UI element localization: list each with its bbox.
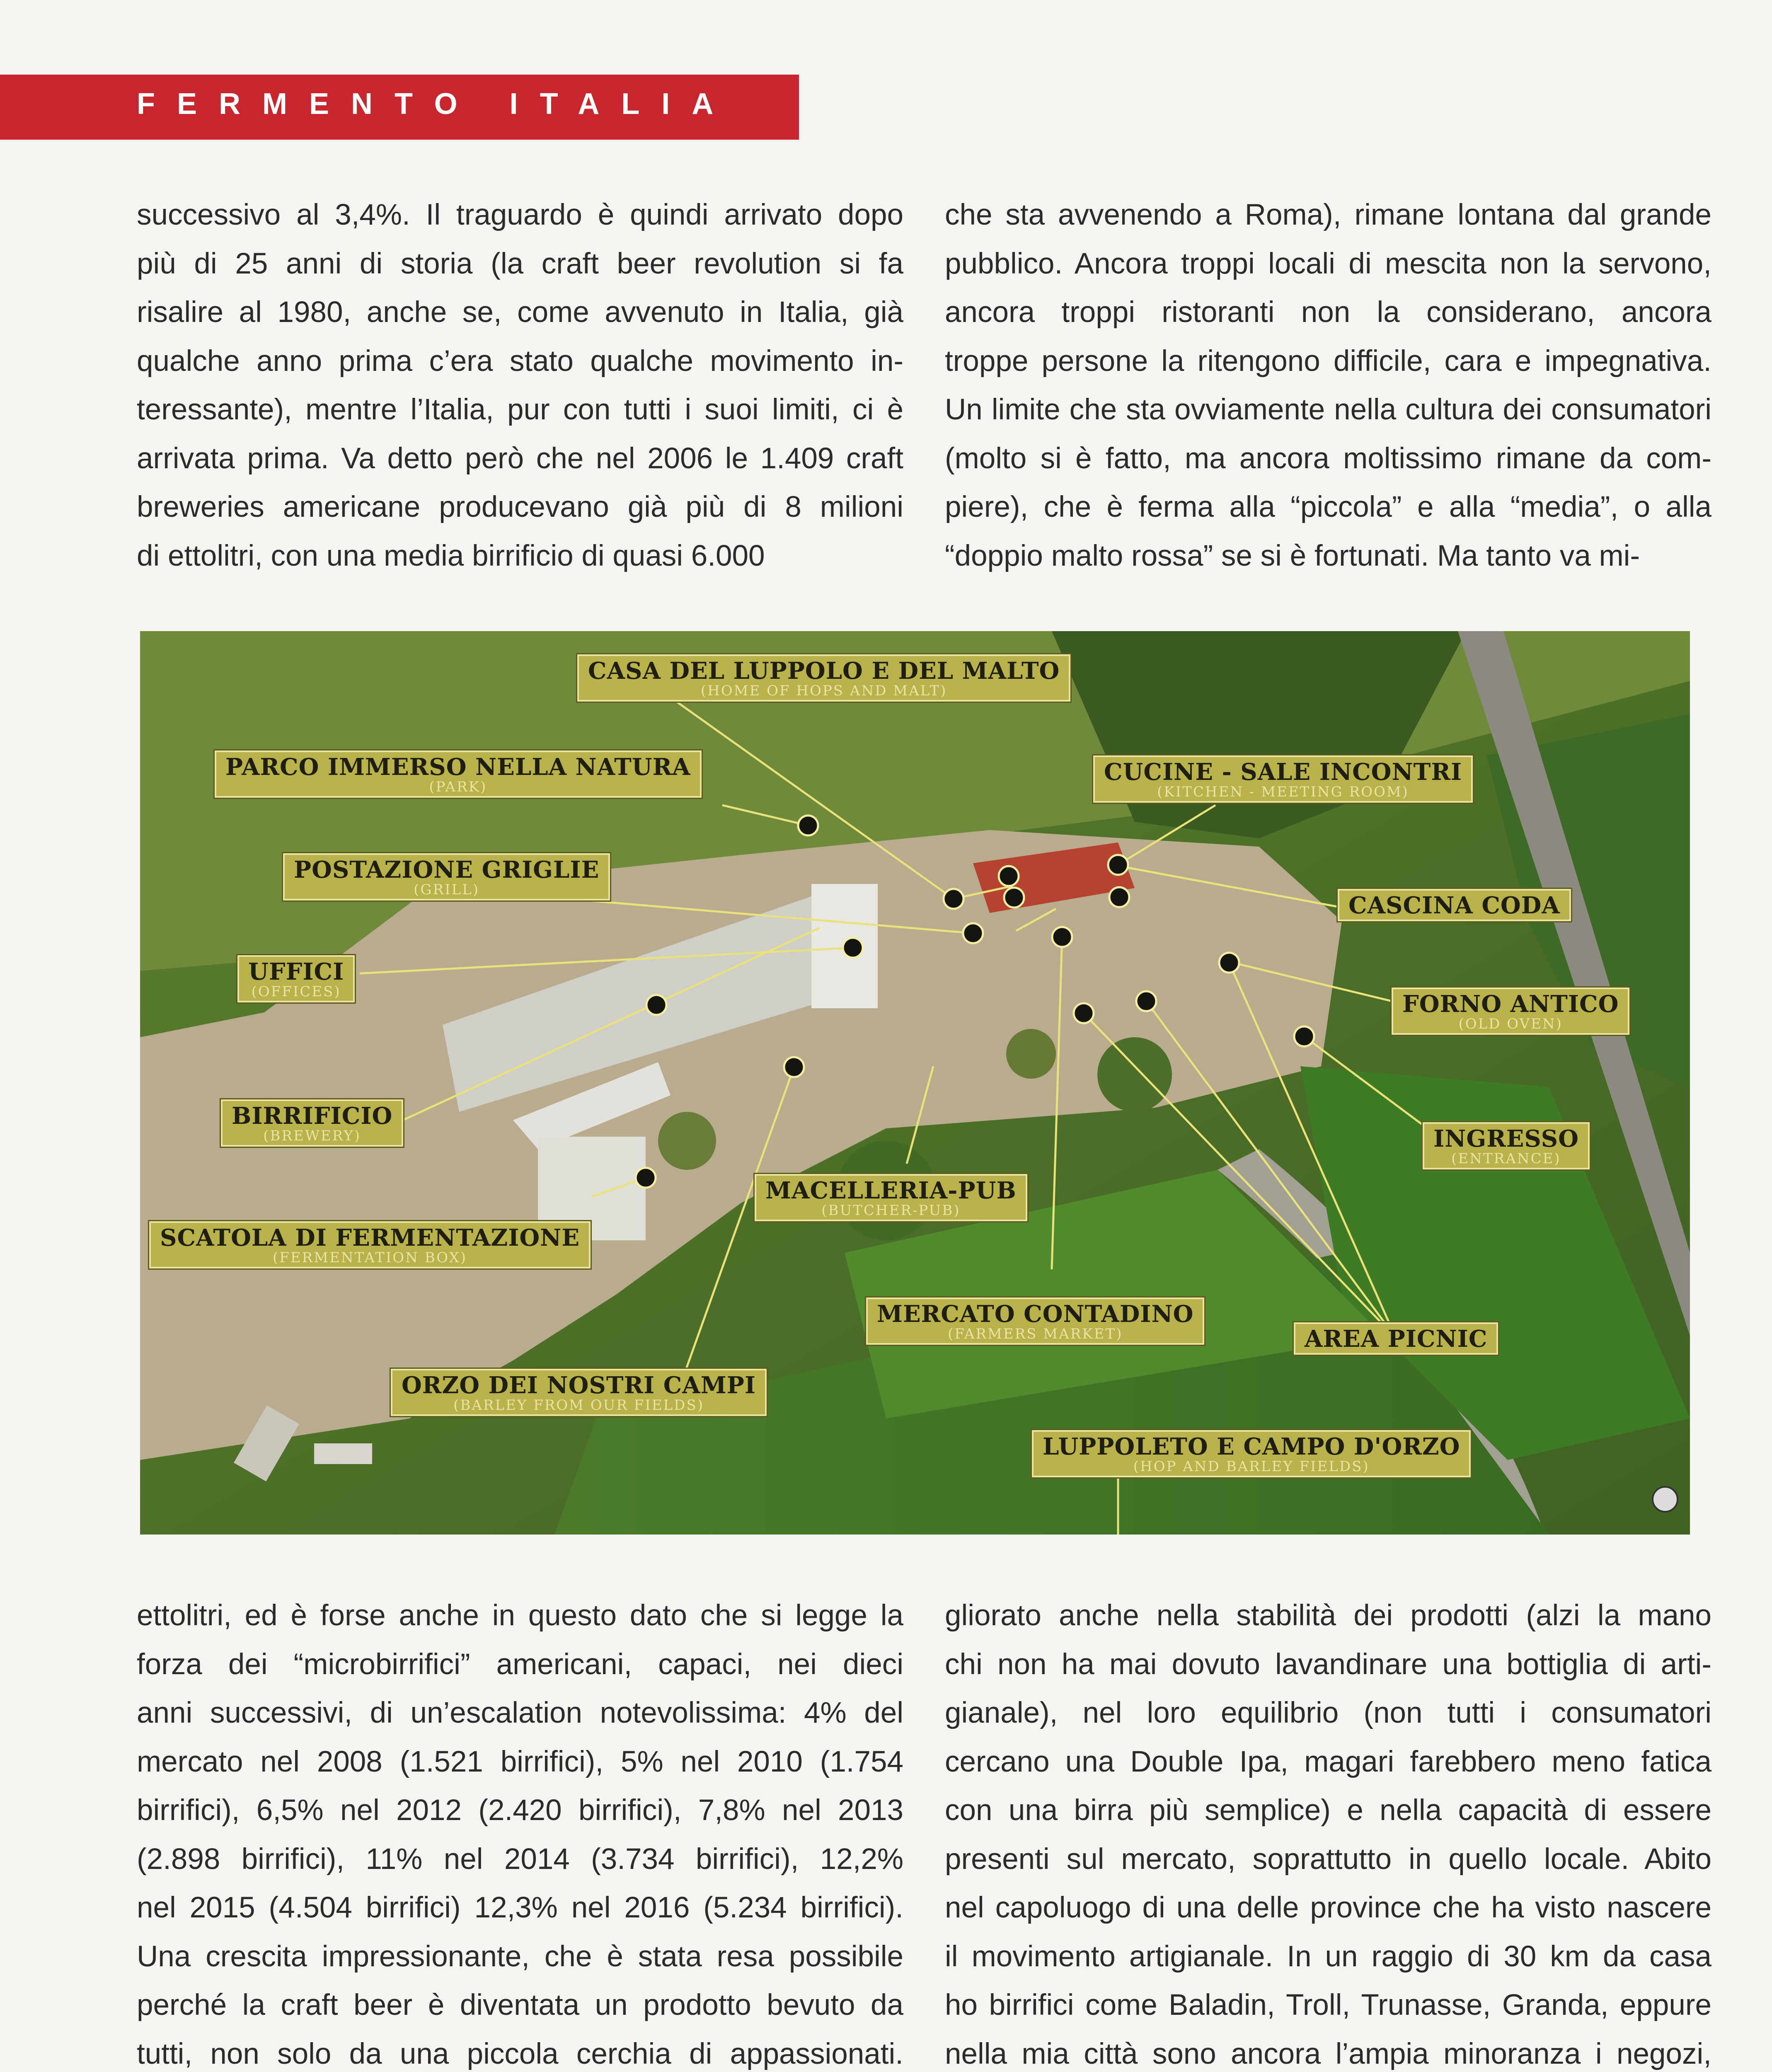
text-line: anni successivi, di un’escalation notevolissima: 4% del (137, 1697, 903, 1729)
text-line: nel capoluogo di una delle province che ha visto nascere (945, 1891, 1711, 1924)
text-line: “doppio malto rossa” se si è fortunati. Ma tanto va mi- (945, 539, 1640, 572)
text-line: presenti sul mercato, soprattutto in quello locale. Abito (945, 1842, 1711, 1876)
aerial-map-photo (140, 631, 1690, 1535)
text-line: gianale), nel loro equilibrio (non tutti i consumatori (945, 1697, 1711, 1729)
text-line: Una crescita impressionante, che è stata resa possibile (137, 1940, 903, 1973)
text-line: nella mia città sono ancora l’ampia minoranza i negozi, (945, 2037, 1711, 2070)
text-column-bottom-left (137, 1591, 903, 2072)
text-line: che sta avvenendo a Roma), rimane lontana dal grande (945, 198, 1711, 231)
text-line: (2.898 birrifici), 11% nel 2014 (3.734 birrifici), 12,2% (137, 1842, 903, 1876)
text-line: ho birrifici come Baladin, Troll, Trunasse, Granda, eppure (945, 1989, 1711, 2021)
text-line: arrivata prima. Va detto però che nel 2006 le 1.409 craft (137, 442, 903, 475)
text-line: cercano una Double Ipa, magari farebbero meno fatica (945, 1745, 1711, 1778)
map-label-forno: FORNO ANTICO (OLD OVEN) (1392, 988, 1629, 1035)
text-line: birrifici), 6,5% nel 2012 (2.420 birrifici), 7,8% nel 2013 (137, 1794, 903, 1827)
text-line: più di 25 anni di storia (la craft beer revolution si fa (137, 247, 903, 280)
text-line: teressante), mentre l’Italia, pur con tutti i suoi limiti, ci è (137, 393, 903, 426)
text-line: il movimento artigianale. In un raggio di 30 km da casa (945, 1940, 1711, 1973)
text-line: di ettolitri, con una media birrificio di quasi 6.000 (137, 539, 765, 572)
section-title: FERMENTO ITALIA (137, 87, 736, 121)
text-line: piere), che è ferma alla “piccola” e alla “media”, o alla (945, 491, 1711, 523)
map-label-cascina: CASCINA CODA (1338, 889, 1571, 921)
text-line: Un limite che sta ovviamente nella cultura dei consumatori (945, 393, 1711, 426)
text-line: con una birra più semplice) e nella capacità di essere (945, 1794, 1711, 1827)
text-column-top-left (137, 191, 903, 580)
text-line: (molto si è fatto, ma ancora moltissimo rimane da com- (945, 442, 1711, 475)
text-column-bottom-right (945, 1591, 1711, 2072)
text-line: mercato nel 2008 (1.521 birrifici), 5% nel 2010 (1.754 (137, 1745, 903, 1778)
map-label-casa: CASA DEL LUPPOLO E DEL MALTO (HOME OF HOPS AND MALT) (577, 654, 1070, 702)
text-line: nel 2015 (4.504 birrifici) 12,3% nel 2016 (5.234 birrifici). (137, 1891, 903, 1924)
text-line: successivo al 3,4%. Il traguardo è quindi arrivato dopo (137, 198, 903, 231)
text-line: qualche anno prima c’era stato qualche movimento in- (137, 344, 903, 378)
text-line: chi non ha mai dovuto lavandinare una bottiglia di arti- (945, 1648, 1711, 1681)
map-label-parco: PARCO IMMERSO NELLA NATURA (PARK) (215, 750, 702, 798)
text-line: forza dei “microbirrifici” americani, capaci, nei dieci (137, 1648, 903, 1681)
text-line: troppe persone la ritengono difficile, cara e impegnativa. (945, 344, 1711, 378)
text-column-top-right (945, 191, 1711, 580)
text-line: tutti, non solo da una piccola cerchia di appassionati. (137, 2037, 903, 2070)
map-label-macelleria: MACELLERIA-PUB (BUTCHER-PUB) (755, 1174, 1027, 1221)
map-label-scatola: SCATOLA DI FERMENTAZIONE (FERMENTATION BOX) (149, 1221, 591, 1268)
text-line: gliorato anche nella stabilità dei prodotti (alzi la mano (945, 1599, 1711, 1632)
map-label-birrificio: BIRRIFICIO (BREWERY) (221, 1099, 403, 1147)
map-label-cucine: CUCINE - SALE INCONTRI (KITCHEN - MEETING ROOM) (1093, 755, 1473, 803)
text-line: ancora troppi ristoranti non la considerano, ancora (945, 296, 1711, 329)
map-label-orzo: ORZO DEI NOSTRI CAMPI (BARLEY FROM OUR FIELDS) (391, 1369, 767, 1416)
text-line: risalire al 1980, anche se, come avvenuto in Italia, già (137, 296, 903, 329)
text-line: perché la craft beer è diventata un prodotto bevuto da (137, 1989, 903, 2021)
watermark-icon (1653, 1487, 1678, 1512)
map-label-mercato: MERCATO CONTADINO (FARMERS MARKET) (866, 1297, 1204, 1345)
text-line: pubblico. Ancora troppi locali di mescita non la servono, (945, 247, 1711, 280)
map-label-ingresso: INGRESSO (ENTRANCE) (1423, 1122, 1590, 1169)
text-line: ettolitri, ed è forse anche in questo dato che si legge la (137, 1599, 903, 1632)
section-header-bar (0, 75, 799, 140)
text-line: breweries americane producevano già più di 8 milioni (137, 491, 903, 523)
map-label-uffici: UFFICI (OFFICES) (237, 955, 355, 1002)
map-label-picnic: AREA PICNIC (1294, 1322, 1498, 1355)
map-label-luppoleto: LUPPOLETO E CAMPO D'ORZO (HOP AND BARLEY FIELDS) (1032, 1430, 1471, 1477)
map-label-griglie: POSTAZIONE GRIGLIE (GRILL) (283, 853, 610, 900)
